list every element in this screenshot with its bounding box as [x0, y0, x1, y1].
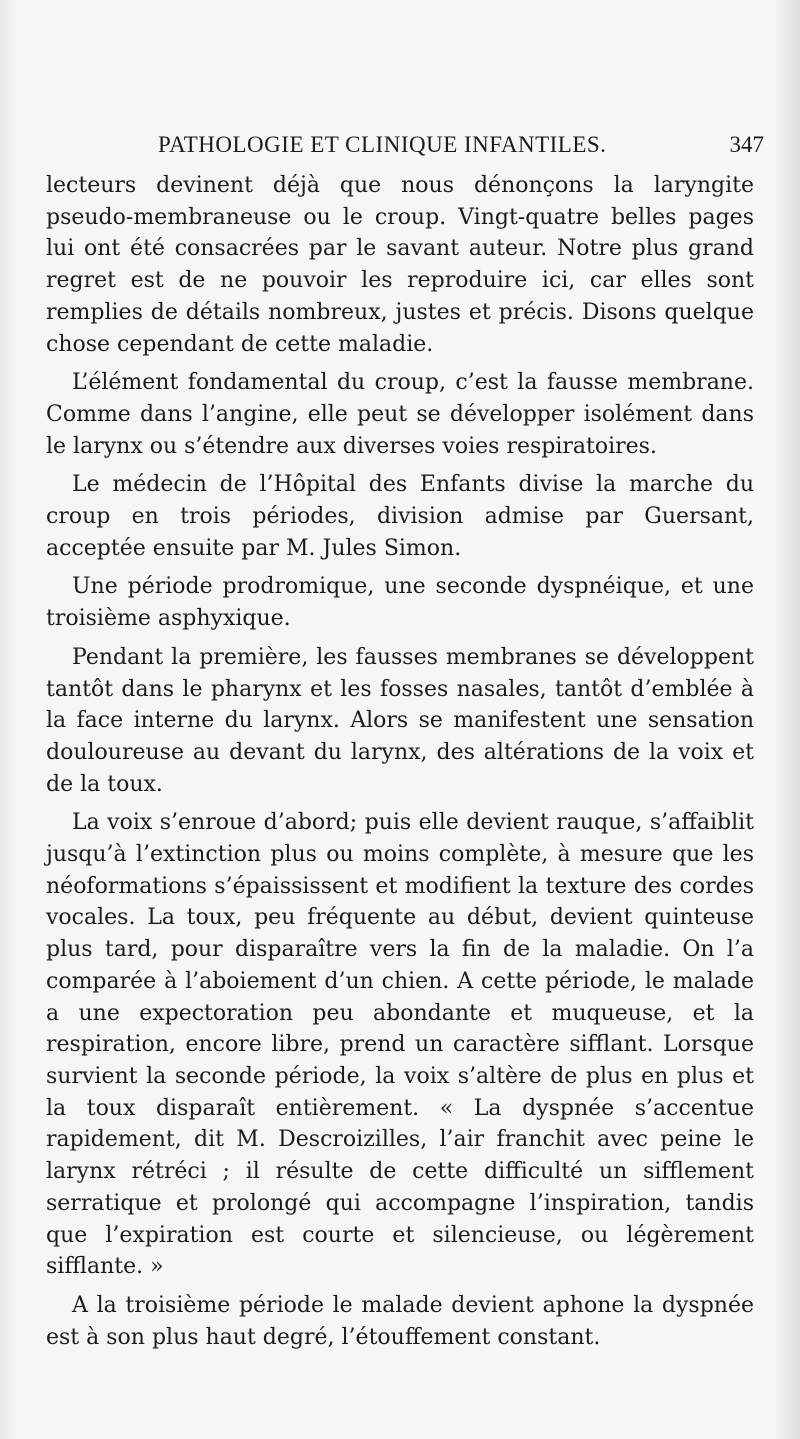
paragraph: Pendant la première, les fausses membranes se développent tantôt dans le pharynx et les fosses nasales, tantôt d’emblée à la face interne du larynx. Alors se manifestent une sensation douloureuse au devant du larynx, des altérations de la voix et de la toux. — [46, 644, 754, 797]
page-number: 347 — [729, 132, 764, 157]
paragraph: Le médecin de l’Hôpital des Enfants divise la marche du croup en trois périodes, division admise par Guersant, acceptée ensuite par M. Jules Simon. — [46, 472, 754, 561]
paragraph: A la troisième période le malade devient aphone la dyspnée est à son plus haut degré, l’étouffement constant. — [46, 1292, 754, 1350]
paragraph: Une période prodromique, une seconde dyspnéique, et une troisième asphyxique. — [46, 574, 754, 632]
running-title: PATHOLOGIE ET CLINIQUE INFANTILES. — [158, 132, 607, 157]
paragraph: lecteurs devinent déjà que nous dénonçons la laryngite pseudo-membraneuse ou le croup. Vingt-quatre belles pages lui ont été consacrées par le savant auteur. Notre plus grand regret est de ne pouvoir les reproduire ici, car elles sont remplies de détails nombreux, justes et précis. Disons quelque chose cependant de cette maladie. — [46, 173, 754, 357]
page-edge-shadow — [774, 0, 800, 1439]
paragraph: La voix s’enroue d’abord; puis elle devient rauque, s’affaiblit jusqu’à l’extinction plus ou moins complète, à mesure que les néoformations s’épaississent et modifient la texture des cordes vocales. La toux, peu fréquente au début, devient quinteuse plus tard, pour disparaître vers la fin de la maladie. On l’a comparée à l’aboiement d’un chien. A cette période, le malade a une expectoration peu abondante et muqueuse, et la respiration, encore libre, prend un caractère sifflant. Lorsque survient la seconde période, la voix s’altère de plus en plus et la toux disparaît entièrement. « La dyspnée s’accentue rapidement, dit M. Descroizilles, l’air franchit avec peine le larynx rétréci ; il résulte de cette difficulté un sifflement serratique et prolongé qui accompagne l’inspiration, tandis que l’expiration est courte et silencieuse, ou légèrement sifflante. » — [46, 810, 754, 1280]
body-text — [46, 170, 754, 1360]
running-head — [44, 128, 764, 162]
paragraph: L’élément fondamental du croup, c’est la fausse membrane. Comme dans l’angine, elle peut se développer isolément dans le larynx ou s’étendre aux diverses voies respiratoires. — [46, 370, 754, 459]
